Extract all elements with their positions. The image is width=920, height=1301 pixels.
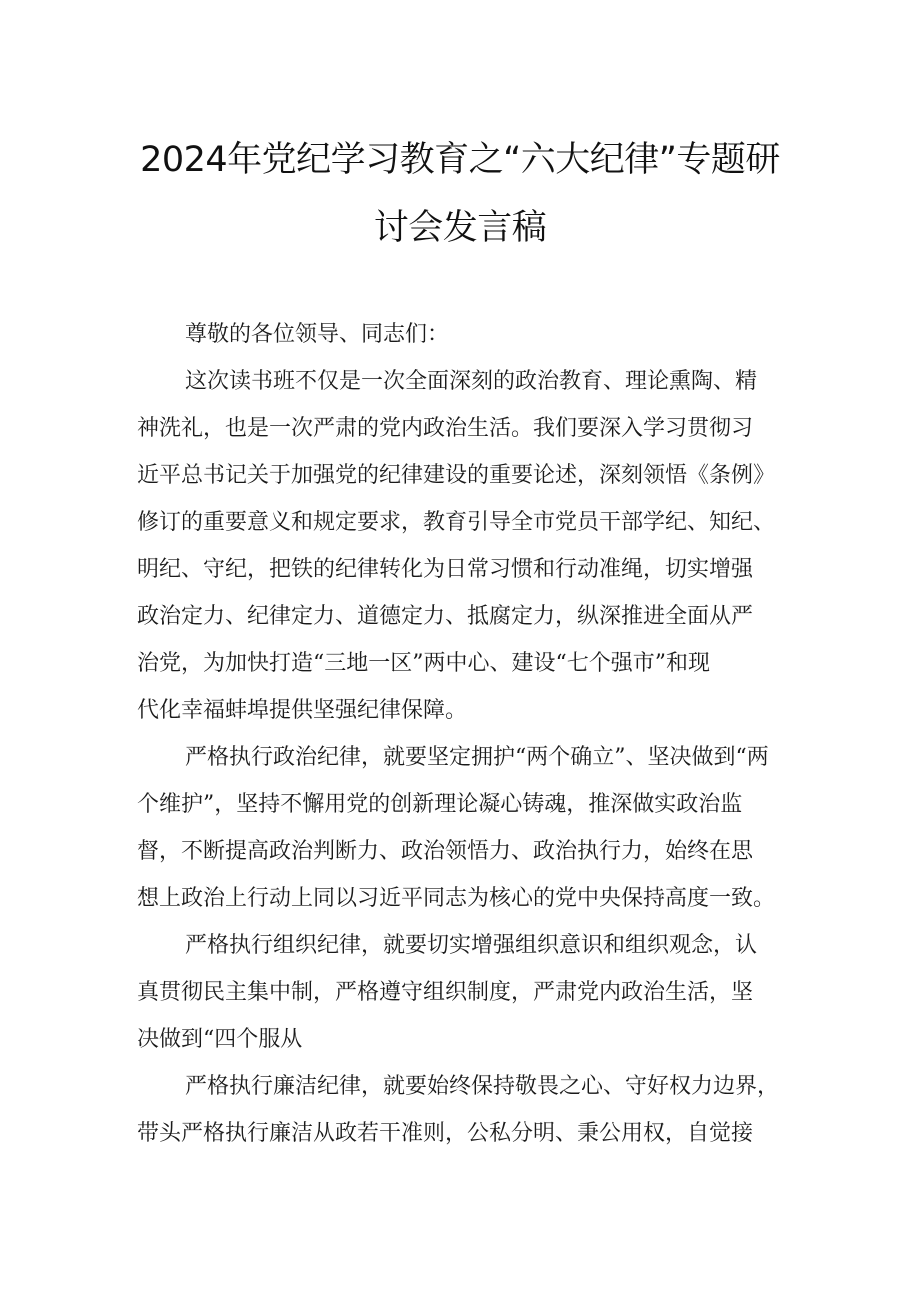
paragraph-1-line: 修订的重要意义和规定要求，教育引导全市党员干部学纪、知纪、 (137, 510, 776, 535)
paragraph-4-line: 带头严格执行廉洁从政若干准则，公私分明、秉公用权，自觉接 (137, 1121, 754, 1146)
paragraph-1-line: 这次读书班不仅是一次全面深刻的政治教育、理论熏陶、精 (185, 369, 758, 394)
salutation: 尊敬的各位领导、同志们： (185, 322, 450, 347)
paragraph-2-line: 想上政治上行动上同以习近平同志为核心的党中央保持高度一致。 (137, 886, 776, 911)
paragraph-3-line: 真贯彻民主集中制，严格遵守组织制度，严肃党内政治生活，坚 (137, 980, 754, 1005)
paragraph-3-line: 决做到“四个服从 (137, 1027, 303, 1052)
paragraph-1-line: 明纪、守纪，把铁的纪律转化为日常习惯和行动准绳，切实增强 (137, 557, 754, 582)
paragraph-1-line: 代化幸福蚌埠提供坚强纪律保障。 (137, 698, 468, 723)
paragraph-4-line: 严格执行廉洁纪律，就要始终保持敬畏之心、守好权力边界， (185, 1074, 780, 1099)
paragraph-2-line: 督，不断提高政治判断力、政治领悟力、政治执行力，始终在思 (137, 839, 754, 864)
paragraph-1-line: 神洗礼，也是一次严肃的党内政治生活。我们要深入学习贯彻习 (137, 416, 754, 441)
paragraph-1-line: 治党，为加快打造“三地一区”两中心、建设“七个强市”和现 (137, 651, 710, 676)
paragraph-1-line: 政治定力、纪律定力、道德定力、抵腐定力，纵深推进全面从严 (137, 604, 754, 629)
document-title-line-1: 2024年党纪学习教育之“六大纪律”专题研 (140, 140, 780, 180)
paragraph-2-line: 严格执行政治纪律，就要坚定拥护“两个确立”、坚决做到“两 (185, 745, 769, 770)
paragraph-3-line: 严格执行组织纪律，就要切实增强组织意识和组织观念，认 (185, 933, 758, 958)
paragraph-2-line: 个维护”，坚持不懈用党的创新理论凝心铸魂，推深做实政治监 (137, 792, 743, 817)
paragraph-1-line: 近平总书记关于加强党的纪律建设的重要论述，深刻领悟《条例》 (137, 463, 776, 488)
document-title-line-2: 讨会发言稿 (373, 208, 547, 248)
